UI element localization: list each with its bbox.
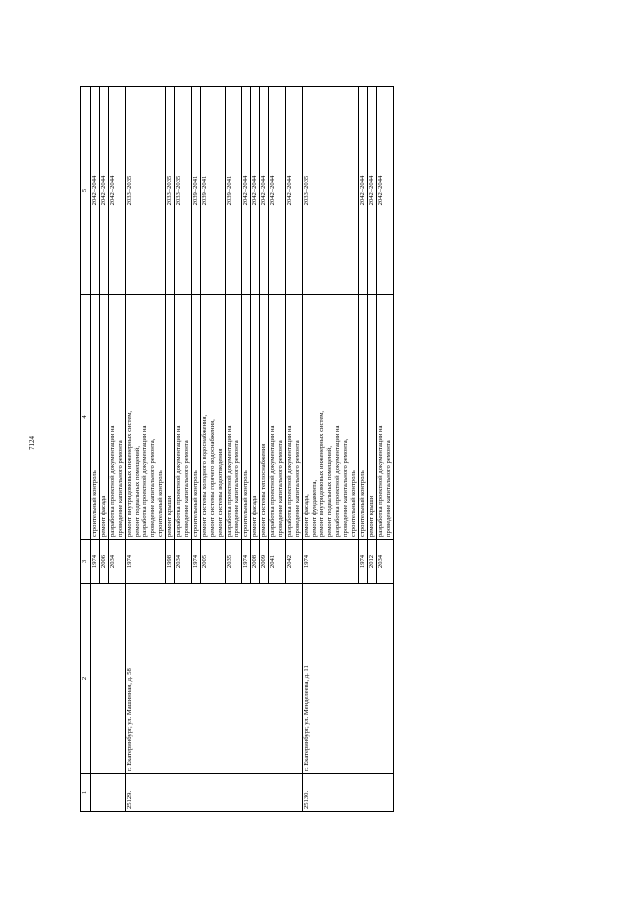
rotated-page xyxy=(80,87,530,812)
year-cell: 2041 xyxy=(269,540,286,584)
work-line: ремонт внутридомовых инженерных систем, xyxy=(125,410,133,537)
year-cell: 1998 xyxy=(166,540,175,584)
work-line: проведение капитального ремонта xyxy=(276,440,284,537)
work-cell xyxy=(367,295,376,540)
period-cell: 2042–2044 xyxy=(359,87,368,295)
work-line: ремонт крыши xyxy=(367,495,375,537)
work-line: строительный контроль xyxy=(242,470,250,537)
work-line: ремонт системы холодного водоснабжения, xyxy=(200,414,208,537)
year-cell: 2008 xyxy=(251,540,260,584)
year-cell: 1974 xyxy=(125,540,166,584)
year-cell: 1974 xyxy=(191,540,200,584)
period-cell: 2042–2044 xyxy=(367,87,376,295)
period-cell: 2039–2041 xyxy=(191,87,200,295)
work-line: проведение капитального ремонта xyxy=(233,440,241,537)
page-number: 7124 xyxy=(28,436,36,450)
address: г. Екатеринбург, ул. Менделеева, д. 11 xyxy=(302,584,393,774)
work-cell xyxy=(269,295,286,540)
work-line: строительный контроль xyxy=(350,470,358,537)
header-cell-2: 2 xyxy=(81,584,91,774)
header-row xyxy=(81,87,91,812)
work-line: проведение капитального ремонта xyxy=(182,440,190,537)
work-cell xyxy=(166,295,175,540)
work-line: ремонт системы горячего водоснабжения, xyxy=(208,419,216,537)
entry-number: 25129. xyxy=(125,774,302,812)
work-line: разработка проектной документации на xyxy=(175,425,183,537)
year-cell: 1974 xyxy=(302,540,358,584)
period-cell: 2042–2044 xyxy=(91,87,100,295)
work-line: строительный контроль xyxy=(359,470,366,537)
work-cell xyxy=(285,295,302,540)
work-line: ремонт внутридомовых инженерных систем, xyxy=(318,410,326,537)
period-cell: 2042–2044 xyxy=(251,87,260,295)
work-line: проведение капитального ремонта xyxy=(116,440,124,537)
work-line: ремонт крыши xyxy=(166,495,174,537)
work-line: ремонт фундамента, xyxy=(310,479,318,537)
number-cell-empty xyxy=(91,774,126,812)
work-cell xyxy=(108,295,125,540)
work-cell xyxy=(260,295,269,540)
header-cell-3: 3 xyxy=(81,540,91,584)
period-cell: 2033–2035 xyxy=(302,87,358,295)
address-cell-empty xyxy=(91,584,126,774)
year-cell: 2035 xyxy=(225,540,242,584)
work-line: проведение капитального ремонта xyxy=(384,440,392,537)
period-cell: 2033–2035 xyxy=(166,87,175,295)
period-cell: 2039–2041 xyxy=(225,87,242,295)
work-line: проведение капитального ремонта, xyxy=(342,438,350,537)
address: г. Екатеринбург, ул. Машинная, д. 58 xyxy=(125,584,302,774)
year-cell: 2042 xyxy=(285,540,302,584)
period-cell: 2042–2044 xyxy=(285,87,302,295)
work-line: разработка проектной документации на xyxy=(141,425,149,537)
work-line: разработка проектной документации на xyxy=(376,425,384,537)
period-cell: 2042–2044 xyxy=(242,87,251,295)
work-cell xyxy=(302,295,358,540)
work-line: строительный контроль xyxy=(191,470,199,537)
work-line: разработка проектной документации на xyxy=(285,425,293,537)
work-line: проведение капитального ремонта xyxy=(293,440,301,537)
year-cell: 2034 xyxy=(108,540,125,584)
work-line: строительный контроль xyxy=(157,470,165,537)
table-row xyxy=(91,87,100,812)
work-cell xyxy=(359,295,368,540)
work-line: ремонт системы водоотведения xyxy=(216,448,224,537)
work-line: ремонт фасада xyxy=(251,495,259,537)
work-line: ремонт подвальных помещений, xyxy=(326,446,334,537)
year-cell: 1974 xyxy=(359,540,368,584)
work-line: ремонт фасада, xyxy=(302,494,310,537)
work-cell xyxy=(99,295,108,540)
work-cell xyxy=(125,295,166,540)
year-cell: 1974 xyxy=(242,540,251,584)
year-cell: 2009 xyxy=(260,540,269,584)
table-row xyxy=(302,87,358,812)
year-cell: 2005 xyxy=(200,540,225,584)
header-cell-5: 5 xyxy=(81,87,91,295)
year-cell: 1974 xyxy=(91,540,100,584)
work-cell xyxy=(242,295,251,540)
period-cell: 2039–2041 xyxy=(200,87,225,295)
work-line: ремонт системы теплоснабжения xyxy=(260,443,268,537)
period-cell: 2042–2044 xyxy=(376,87,393,295)
entry-number: 25130. xyxy=(302,774,393,812)
year-cell: 2012 xyxy=(367,540,376,584)
work-line: ремонт подвальных помещений, xyxy=(133,446,141,537)
year-cell: 2034 xyxy=(376,540,393,584)
work-line: разработка проектной документации на xyxy=(334,425,342,537)
work-line: проведение капитального ремонта, xyxy=(149,438,157,537)
work-cell xyxy=(200,295,225,540)
period-cell: 2033–2035 xyxy=(175,87,192,295)
year-cell: 2034 xyxy=(175,540,192,584)
work-line: разработка проектной документации на xyxy=(269,425,277,537)
period-cell: 2042–2044 xyxy=(108,87,125,295)
work-cell xyxy=(225,295,242,540)
period-cell: 2033–2035 xyxy=(125,87,166,295)
period-cell: 2042–2044 xyxy=(99,87,108,295)
work-cell xyxy=(175,295,192,540)
work-line: ремонт фасада xyxy=(99,495,107,537)
work-line: строительный контроль xyxy=(91,470,98,537)
work-line: разработка проектной документации на xyxy=(108,425,116,537)
work-line: разработка проектной документации на xyxy=(225,425,233,537)
work-cell xyxy=(91,295,100,540)
period-cell: 2042–2044 xyxy=(269,87,286,295)
work-cell xyxy=(376,295,393,540)
header-cell-1: 1 xyxy=(81,774,91,812)
year-cell: 2006 xyxy=(99,540,108,584)
work-cell xyxy=(191,295,200,540)
work-cell xyxy=(251,295,260,540)
header-cell-4: 4 xyxy=(81,295,91,540)
period-cell: 2042–2044 xyxy=(260,87,269,295)
repair-schedule-table xyxy=(80,86,394,812)
table-row xyxy=(125,87,166,812)
